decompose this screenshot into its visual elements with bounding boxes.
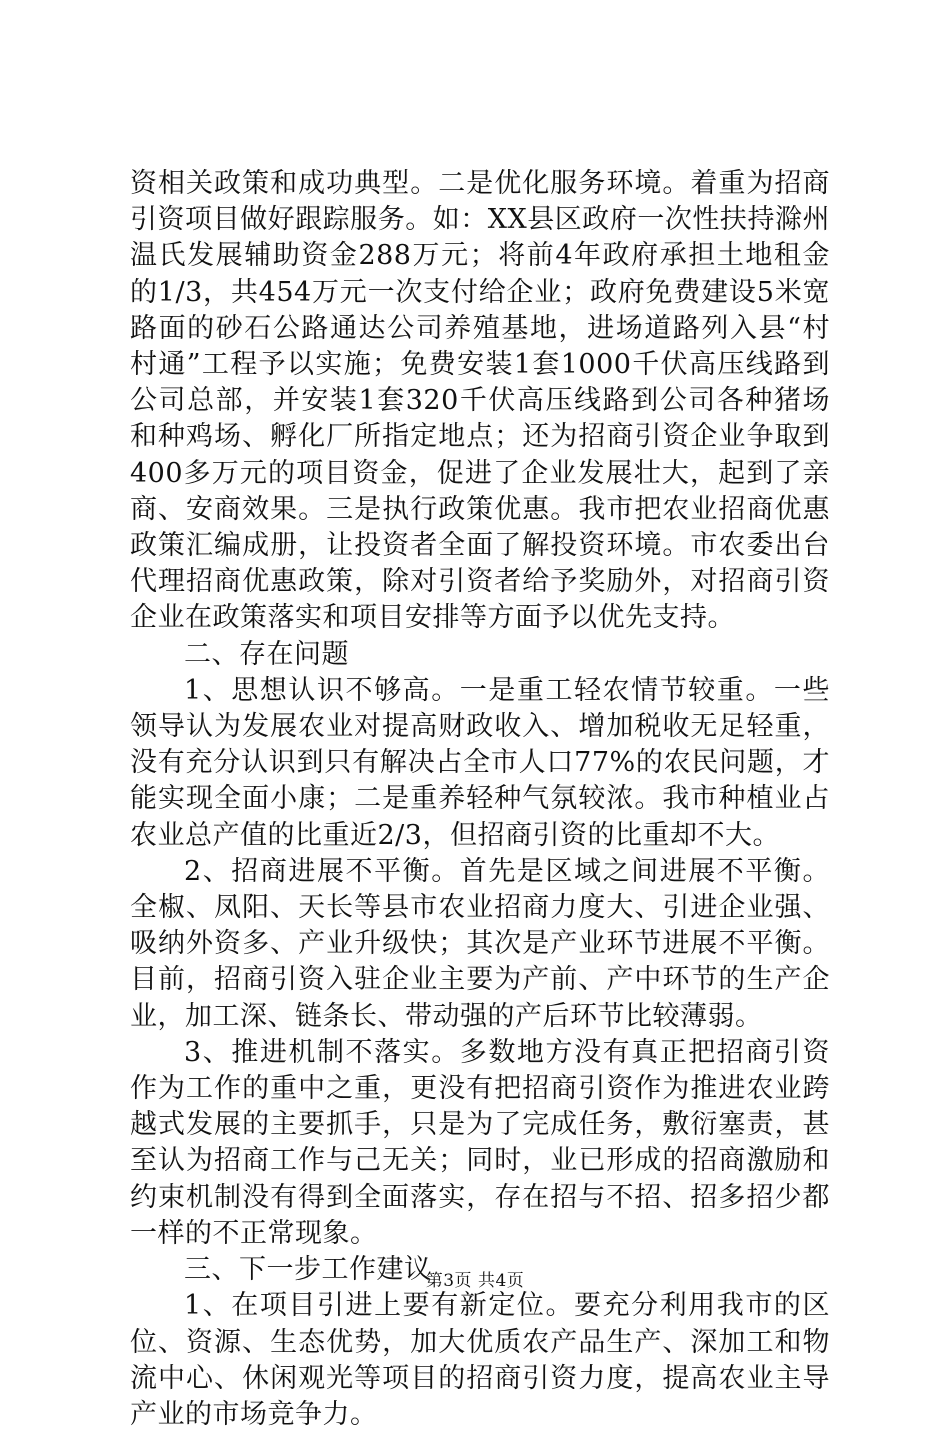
paragraph-problem-mechanism: 3、推进机制不落实。多数地方没有真正把招商引资作为工作的重中之重，更没有把招商引资作为推进农业跨越式发展的主要抓手，只是为了完成任务，敷衍塞责，甚至认为招商工作与己无关；同时，业已形成的招商激励和约束机制没有得到全面落实，存在招与不招、招多招少都一样的不正常现象。 [130,1036,830,1249]
section-heading-next-steps: 三、下一步工作建议 [184,1254,432,1286]
paragraph-problem-awareness: 1、思想认识不够高。一是重工轻农情节较重。一些领导认为发展农业对提高财政收入、增加税收无足轻重，没有充分认识到只有解决占全市人口77%的农民问题，才能实现全面小康；二是重养轻种气氛较浓。我市种植业占农业总产值的比重近2/3，但招商引资的比重却不大。 [130,674,830,851]
section-heading-existing-problems: 二、存在问题 [184,638,349,670]
document-body [130,166,830,1433]
paragraph-policy-continuation: 资相关政策和成功典型。二是优化服务环境。着重为招商引资项目做好跟踪服务。如：XX县区政府一次性扶持滁州温氏发展辅助资金288万元；将前4年政府承担土地租金的1/3，共454万元一次支付给企业；政府免费建设5米宽路面的砂石公路通达公司养殖基地，进场道路列入县“村村通”工程予以实施；免费安装1套1000千伏高压线路到公司总部，并安装1套320千伏高压线路到公司各种猪场和种鸡场、孵化厂所指定地点；还为招商引资企业争取到400多万元的项目资金，促进了企业发展壮大，起到了亲商、安商效果。三是执行政策优惠。我市把农业招商优惠政策汇编成册，让投资者全面了解投资环境。市农委出台代理招商优惠政策，除对引资者给予奖励外，对招商引资企业在政策落实和项目安排等方面予以优先支持。 [130,168,830,634]
page-number-footer: 第3页 共4页 [425,1271,525,1291]
paragraph-suggestion-positioning: 1、在项目引进上要有新定位。要充分利用我市的区位、资源、生态优势，加大优质农产品生产、深加工和物流中心、休闲观光等项目的招商引资力度，提高农业主导产业的市场竞争力。 [130,1290,830,1430]
paragraph-problem-imbalance: 2、招商进展不平衡。首先是区域之间进展不平衡。全椒、凤阳、天长等县市农业招商力度大、引进企业强、吸纳外资多、产业升级快；其次是产业环节进展不平衡。目前，招商引资入驻企业主要为产前、产中环节的生产企业，加工深、链条长、带动强的产后环节比较薄弱。 [130,855,830,1032]
